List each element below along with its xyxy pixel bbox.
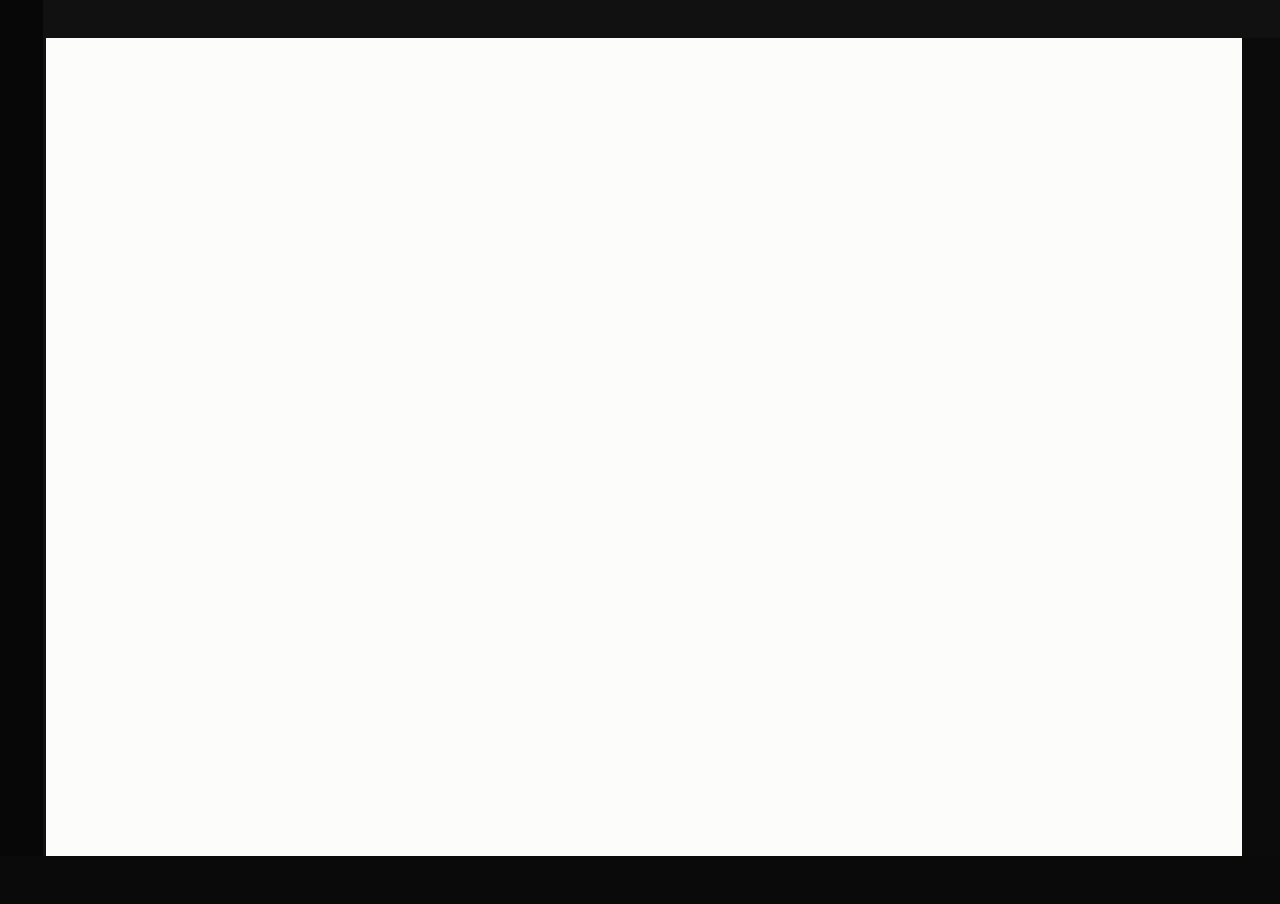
scan-border-left [0, 0, 43, 904]
scan-border-bottom [0, 856, 1280, 904]
census-grid [46, 38, 1242, 856]
scan-border-top [0, 0, 1280, 38]
census-sheet [43, 38, 1242, 856]
